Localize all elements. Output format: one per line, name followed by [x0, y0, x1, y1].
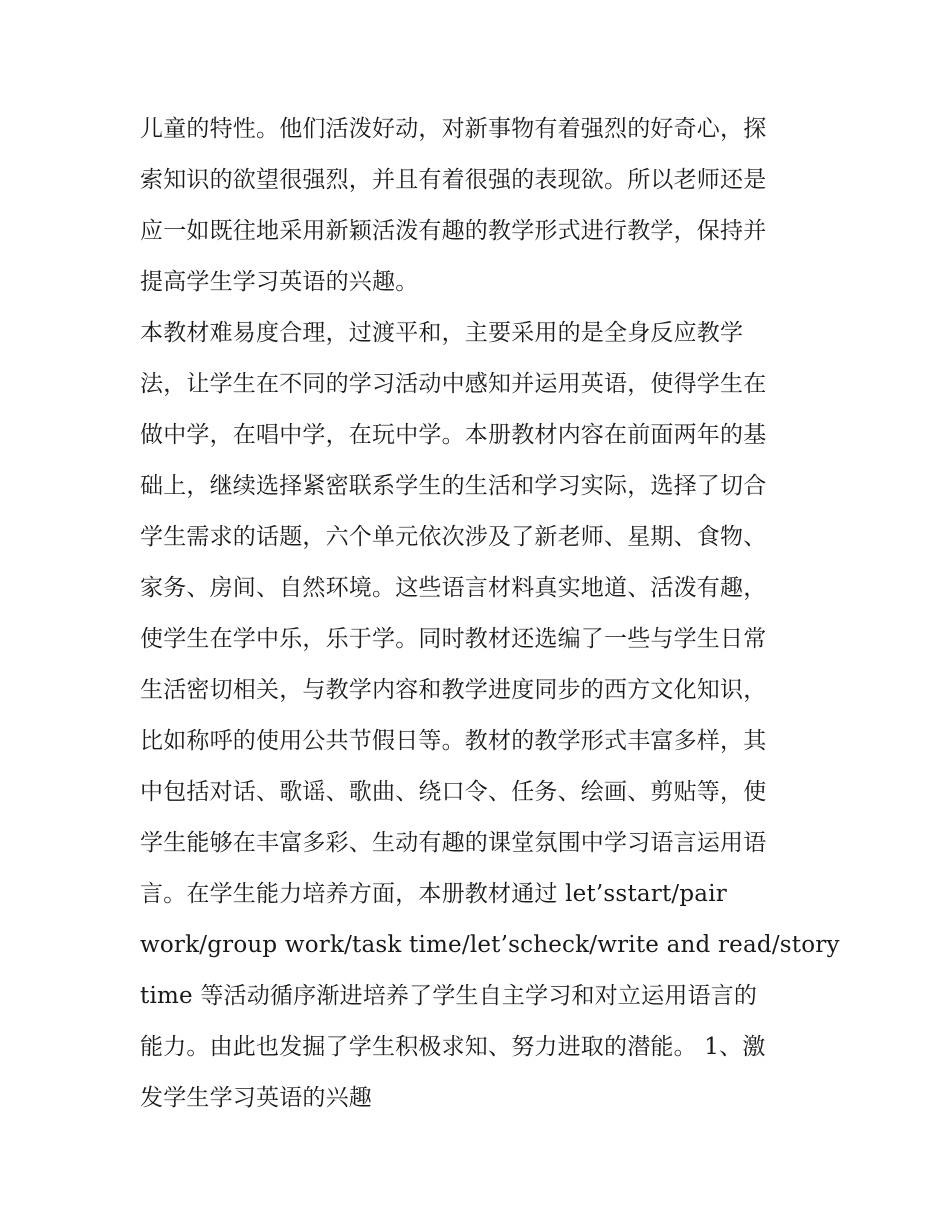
text-line: 能力。由此也发掘了学生积极求知、努力进取的潜能。 1、激 [140, 1034, 766, 1060]
text-line: 比如称呼的使用公共节假日等。教材的教学形式丰富多样，其 [140, 728, 767, 754]
text-line: 言。在学生能力培养方面，本册教材通过 let’sstart/pair [140, 881, 727, 907]
text-line: 中包括对话、歌谣、歌曲、绕口令、任务、绘画、剪贴等，使 [140, 779, 767, 805]
text-line: 索知识的欲望很强烈，并且有着很强的表现欲。所以老师还是 [140, 167, 767, 193]
text-line: 学生需求的话题，六个单元依次涉及了新老师、星期、食物、 [140, 524, 767, 550]
text-line: work/group work/task time/let’scheck/write and read/story [140, 932, 840, 958]
body-text [140, 104, 840, 1124]
text-line: 生活密切相关，与教学内容和教学进度同步的西方文化知识， [140, 677, 767, 703]
text-line: 家务、房间、自然环境。这些语言材料真实地道、活泼有趣， [140, 575, 767, 601]
text-line: 学生能够在丰富多彩、生动有趣的课堂氛围中学习语言运用语 [140, 830, 767, 856]
text-line: 础上，继续选择紧密联系学生的生活和学习实际，选择了切合 [140, 473, 767, 499]
text-line: time 等活动循序渐进培养了学生自主学习和对立运用语言的 [140, 983, 758, 1009]
paragraph-2 [140, 308, 840, 1124]
text-line: 法，让学生在不同的学习活动中感知并运用英语，使得学生在 [140, 371, 767, 397]
text-line: 做中学，在唱中学，在玩中学。本册教材内容在前面两年的基 [140, 422, 767, 448]
text-line: 儿童的特性。他们活泼好动，对新事物有着强烈的好奇心，探 [140, 116, 767, 142]
text-line: 应一如既往地采用新颖活泼有趣的教学形式进行教学，保持并 [140, 218, 767, 244]
text-line: 使学生在学中乐，乐于学。同时教材还选编了一些与学生日常 [140, 626, 767, 652]
text-line: 本教材难易度合理，过渡平和，主要采用的是全身反应教学 [140, 320, 744, 346]
paragraph-1 [140, 104, 840, 308]
text-line: 发学生学习英语的兴趣 [140, 1085, 372, 1111]
text-line: 提高学生学习英语的兴趣。 [140, 269, 419, 295]
